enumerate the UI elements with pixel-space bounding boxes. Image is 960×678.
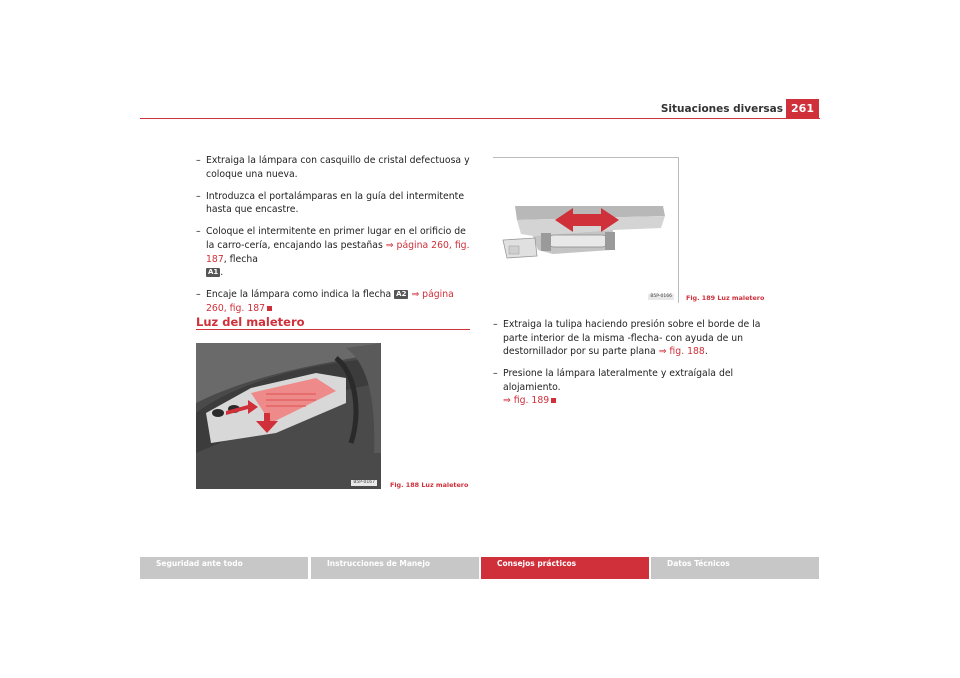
left-column: [196, 154, 470, 324]
figure-reference-link[interactable]: ⇒ fig. 188: [658, 346, 705, 358]
step-item: [196, 190, 470, 217]
section-rule: [196, 329, 470, 330]
step-text: Extraiga la lámpara con casquillo de cristal defectuosa y coloque una nueva.: [206, 155, 470, 180]
step-item: [196, 154, 470, 181]
step-dash: –: [196, 190, 201, 202]
step-item: – Coloque el intermitente en primer lugar en el orificio de la carro-cería, encajando las pestañas ⇒ página 260, fig. 187, flecha A1 .: [196, 226, 470, 279]
step-dash: –: [493, 368, 498, 380]
figure-189-caption: Fig. 189 Luz maletero: [686, 294, 765, 302]
step-text: , flecha: [223, 253, 258, 265]
step-item: [196, 288, 470, 315]
page-number: 261: [786, 99, 819, 118]
end-of-section-icon: [267, 306, 272, 311]
section-heading: Luz del maletero: [196, 315, 305, 329]
page-header-title: Situaciones diversas: [660, 103, 783, 115]
step-text: .: [704, 346, 708, 358]
step-dash: –: [493, 319, 498, 330]
header-rule: [140, 118, 820, 119]
step-text: Encaje la lámpara como indica la flecha: [206, 289, 395, 301]
step-item: [493, 318, 783, 359]
footer-tab-seguridad[interactable]: Seguridad ante todo: [140, 557, 308, 579]
figure-188: [196, 343, 381, 489]
footer-tab-consejos[interactable]: Consejos prácticos: [481, 557, 649, 579]
figure-188-caption: Fig. 188 Luz maletero: [390, 481, 469, 489]
step-dash: –: [196, 226, 201, 238]
callout-badge-a2: A2: [396, 290, 407, 299]
figure-code: B5P-0166: [650, 294, 672, 299]
footer-tab-instrucciones[interactable]: Instrucciones de Manejo: [311, 557, 479, 579]
footer-tab-datos[interactable]: Datos Técnicos: [651, 557, 819, 579]
step-text: Presione la lámpara lateralmente y extraígala del alojamiento.: [503, 368, 734, 393]
step-dash: –: [196, 155, 201, 166]
callout-badge-a1: A1: [208, 268, 219, 277]
step-dash: –: [196, 289, 201, 301]
step-item: [493, 367, 783, 408]
figure-189: [493, 157, 679, 303]
right-column: [493, 318, 783, 417]
step-text: Introduzca el portalámparas en la guía del intermitente hasta que encastre.: [206, 190, 465, 216]
figure-code: B5P-0167: [353, 480, 375, 485]
trunk-lamp-housing-illustration: [493, 158, 678, 303]
step-text: Extraiga la tulipa haciendo presión sobre el borde de la parte interior de la misma -flecha- con ayuda de un destornillador por su parte plana: [503, 319, 761, 358]
figure-reference-link[interactable]: ⇒ fig. 189: [503, 395, 550, 407]
trunk-light-illustration: [196, 343, 381, 489]
page-reference-link[interactable]: ⇒ página 260, fig. 187: [206, 239, 470, 265]
step-text: Coloque el intermitente en primer lugar en el orificio de la carro-cería, encajando las pestañas: [206, 226, 466, 251]
end-of-section-icon: [551, 398, 556, 403]
page-reference-link[interactable]: ⇒ página 260, fig. 187: [206, 289, 454, 314]
